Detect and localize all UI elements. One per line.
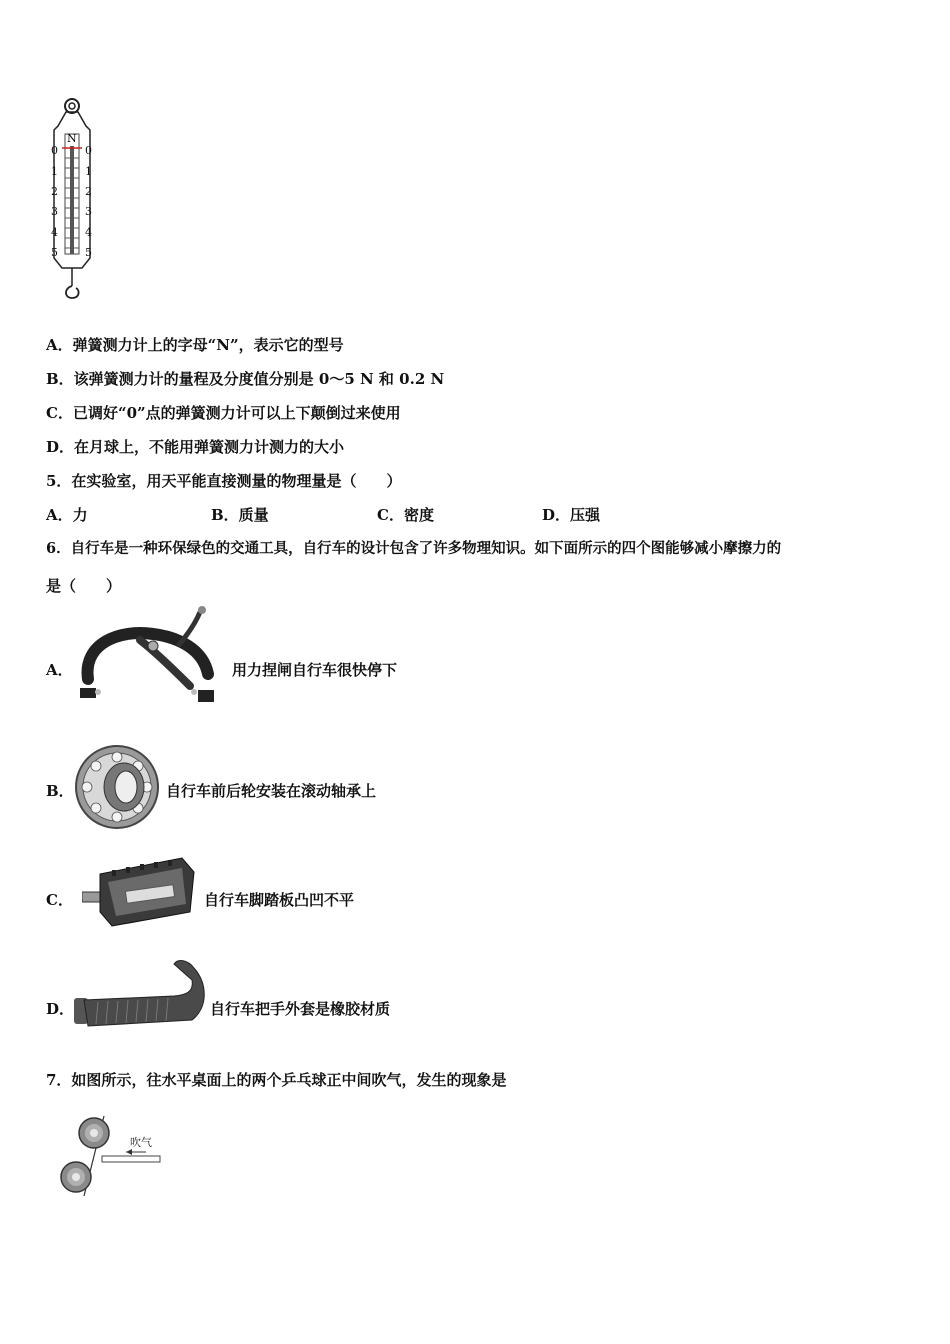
q5-option-d: D．压强 xyxy=(542,506,601,524)
scale-left-0: 0 xyxy=(51,144,58,157)
scale-left-2: 2 xyxy=(51,185,58,198)
scale-right-5: 5 xyxy=(85,246,92,259)
q4-option-c: C．已调好“0”点的弹簧测力计可以上下颠倒过来使用 xyxy=(46,404,401,422)
q6-option-d-letter: D． xyxy=(46,1000,75,1018)
q4-option-b: B．该弹簧测力计的量程及分度值分别是 0～5 N 和 0.2 N xyxy=(46,370,445,388)
scale-left-5: 5 xyxy=(51,246,58,259)
q5-stem: 5．在实验室，用天平能直接测量的物理量是（ ） xyxy=(46,472,402,490)
q6-option-a-text: 用力捏闸自行车很快停下 xyxy=(232,661,398,679)
scale-left-1: 1 xyxy=(51,165,58,178)
q5-option-c: C．密度 xyxy=(377,506,434,524)
scale-left-3: 3 xyxy=(51,205,58,218)
blow-air-label: 吹气 xyxy=(130,1136,152,1149)
q5-options xyxy=(46,505,846,525)
ball-bearing-image xyxy=(74,744,160,830)
scale-right-4: 4 xyxy=(85,226,92,239)
handlebar-grip-image xyxy=(74,958,208,1034)
scale-right-2: 2 xyxy=(85,185,92,198)
q5-option-a: A．力 xyxy=(46,506,88,524)
q6-option-a-letter: A． xyxy=(46,661,73,679)
scale-right-3: 3 xyxy=(85,205,92,218)
q6-option-b-text: 自行车前后轮安装在滚动轴承上 xyxy=(166,782,377,800)
scale-right-0: 0 xyxy=(85,144,92,157)
pedal-image xyxy=(82,852,198,930)
q5-option-b: B．质量 xyxy=(211,506,269,524)
q7-stem: 7．如图所示，往水平桌面上的两个乒乓球正中间吹气，发生的现象是 xyxy=(46,1071,507,1089)
q6-stem-line2: 是（ ） xyxy=(46,577,122,595)
q6-stem-line1: 6．自行车是一种环保绿色的交通工具，自行车的设计包含了许多物理知识。如下面所示的四个图能够减小摩擦力的 xyxy=(46,540,782,557)
scale-right-1: 1 xyxy=(85,165,92,178)
q4-option-a: A．弹簧测力计上的字母“N”，表示它的型号 xyxy=(46,336,344,354)
spring-scale-figure xyxy=(44,96,104,302)
q6-option-c-letter: C． xyxy=(46,891,73,909)
q4-option-d: D．在月球上，不能用弹簧测力计测力的大小 xyxy=(46,438,345,456)
q6-option-c-text: 自行车脚踏板凸凹不平 xyxy=(204,891,355,909)
scale-unit-label: N xyxy=(67,132,77,145)
ping-pong-balls-figure xyxy=(58,1114,166,1198)
q6-option-d-text: 自行车把手外套是橡胶材质 xyxy=(210,1000,391,1018)
q6-option-b-letter: B． xyxy=(46,782,74,800)
scale-left-4: 4 xyxy=(51,226,58,239)
brake-caliper-image xyxy=(78,604,228,714)
